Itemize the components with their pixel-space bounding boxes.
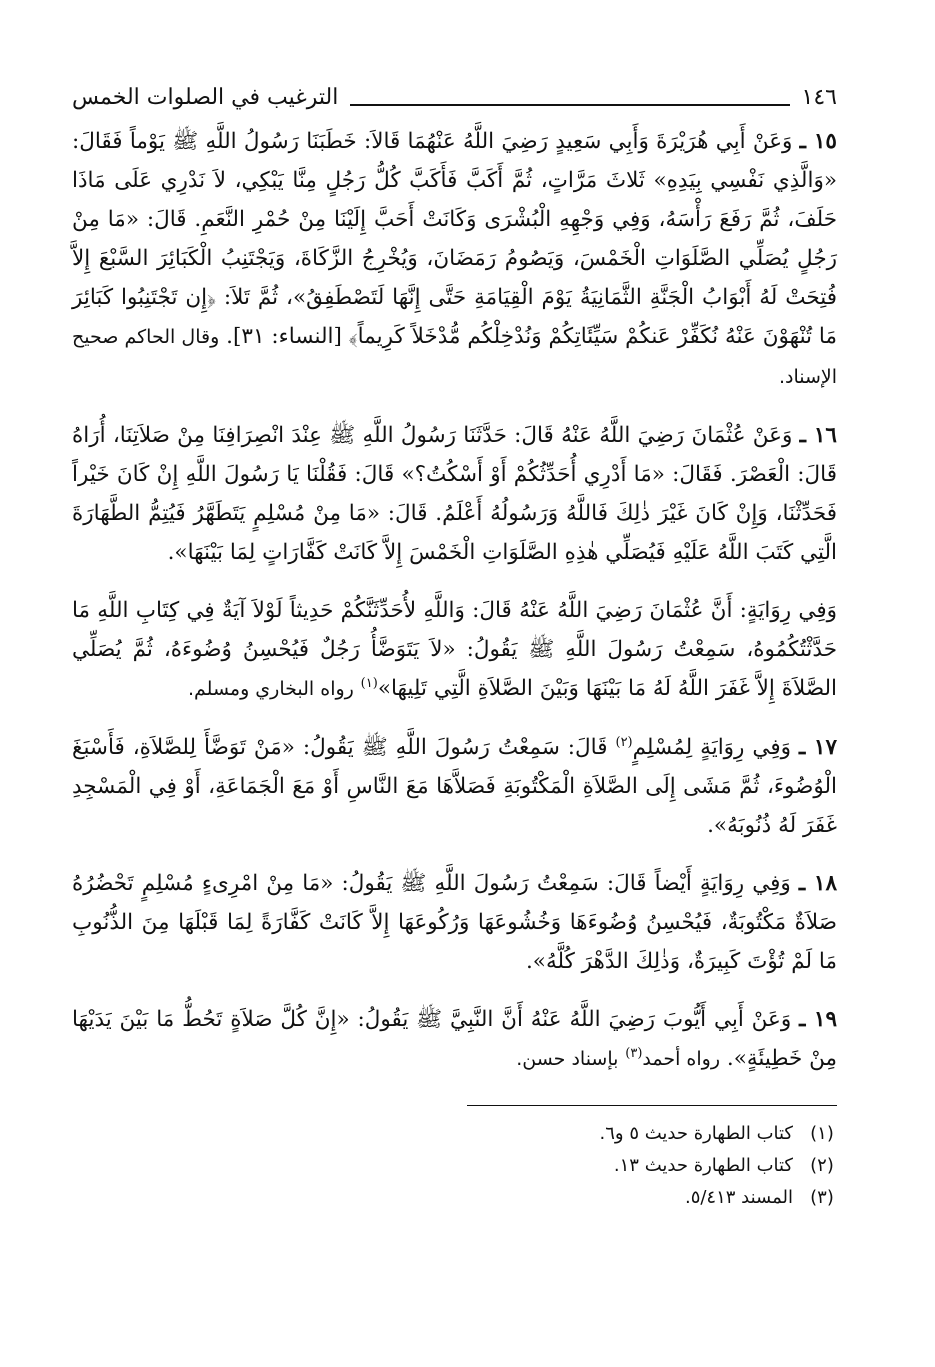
hadith-text-intro: وَفِي رِوَايَةٍ لِمُسْلِمٍ bbox=[632, 735, 791, 760]
running-title: الترغيب في الصلوات الخمس bbox=[72, 85, 339, 110]
footnote-1 bbox=[72, 1118, 837, 1150]
page-header bbox=[72, 82, 837, 112]
hadith-16 bbox=[72, 416, 837, 572]
hadith-number: ١٥ ـ bbox=[799, 129, 837, 154]
footnote-marker[interactable]: (٣) bbox=[625, 1045, 643, 1061]
hadith-text: وَعَنْ أَبِي هُرَيْرَةَ وَأَبِي سَعِيدٍ رَضِيَ اللَّهُ عَنْهُمَا قَالاَ: خَطَبَنَا رَسُولُ اللَّهِ ﷺ يَوْماً فَقَالَ: «وَالَّذِي نَفْسِي بِيَدِهِ» ثَلاثَ مَرَّاتٍ، ثُمَّ أَكَبَّ فَأَكَبَّ كُلُّ رَجُلٍ مِنَّا يَبْكِي، لاَ نَدْرِي عَلَى مَاذَا حَلَفَ، ثُمَّ رَفَعَ رَأْسَهُ، وَفِي وَجْهِهِ الْبُشْرَى وَكَانَتْ أَحَبَّ إِلَيْنَا مِنْ حُمْرِ النَّعَمِ. قَالَ: «مَا مِنْ رَجُلٍ يُصَلِّي الصَّلَوَاتِ الْخَمْسَ، وَيَصُومُ رَمَضَانَ، وَيُخْرِجُ الزَّكَاةَ، وَيَجْتَنِبُ الْكَبَائِرَ السَّبْعَ إِلاَّ فُتِحَتْ لَهُ أَبْوَابُ الْجَنَّةِ الثَّمَانِيَةُ يَوْمَ الْقِيَامَةِ حَتَّى إِنَّهَا لَتَصْطَفِقُ»، ثُمَّ تَلاَ: ﴿إِن تَجْتَنِبُوا كَبَائِرَ مَا تُنْهَوْنَ عَنْهُ نُكَفِّرْ عَنكُمْ سَيِّئَاتِكُمْ وَنُدْخِلْكُم مُّدْخَلاً كَرِيماً﴾ [النساء: ٣١]. bbox=[72, 129, 837, 349]
footnote-marker[interactable]: (١) bbox=[360, 675, 378, 691]
hadith-number: ١٧ ـ bbox=[798, 735, 837, 760]
hadith-text: وَعَنْ عُثْمَانَ رَضِيَ اللَّهُ عَنْهُ قَالَ: حَدَّثَنَا رَسُولُ اللَّهِ ﷺ عِنْدَ انْصِرَافِنَا مِنْ صَلاَتِنَا، أُرَاهُ قَالَ: الْعَصْرَ. فَقَالَ: «مَا أَدْرِي أُحَدِّثُكُمْ أَوْ أَسْكُتُ؟» قَالَ: فَقُلْنَا يَا رَسُولَ اللَّهِ إِنْ كَانَ خَيْراً فَحَدِّثْنَا، وَإِنْ كَانَ غَيْرَ ذٰلِكَ فَاللَّهُ وَرَسُولُهُ أَعْلَمُ. قَالَ: «مَا مِنْ مُسْلِمٍ يَتَطَهَّرُ فَيُتِمُّ الطَّهَارَةَ الَّتِي كَتَبَ اللَّهُ عَلَيْهِ فَيُصَلِّي هٰذِهِ الصَّلَوَاتِ الْخَمْسَ إِلاَّ كَانَتْ كَفَّارَاتٍ لِمَا بَيْنَهَا». bbox=[72, 423, 837, 565]
footnote-number: (١) bbox=[810, 1123, 834, 1144]
hadith-number: ١٨ ـ bbox=[798, 871, 837, 896]
hadith-16-variant bbox=[72, 591, 837, 709]
footnote-text: كتاب الطهارة حديث ١٣. bbox=[613, 1155, 793, 1176]
hadith-text: قَالَ: سَمِعْتُ رَسُولَ اللَّهِ ﷺ يَقُولُ: «مَنْ تَوَضَّأَ لِلصَّلاَةِ، فَأَسْبَغَ الْوُضُوءَ، ثُمَّ مَشَى إِلَى الصَّلاَةِ الْمَكْتُوبَةِ فَصَلاَّهَا مَعَ النَّاسِ أَوْ مَعَ الْجَمَاعَةِ، أَوْ فِي الْمَسْجِدِ غَفَرَ لَهُ ذُنُوبَهُ». bbox=[72, 735, 837, 838]
footnotes bbox=[72, 1118, 837, 1214]
page bbox=[72, 82, 837, 1214]
footnote-divider bbox=[467, 1105, 837, 1106]
hadith-number: ١٦ ـ bbox=[799, 423, 837, 448]
footnote-marker[interactable]: (٢) bbox=[615, 734, 633, 750]
footnote-3 bbox=[72, 1182, 837, 1214]
hadith-19 bbox=[72, 1000, 837, 1079]
hadith-text: وَفِي رِوَايَةٍ: أَنَّ عُثْمَانَ رَضِيَ اللَّهُ عَنْهُ قَالَ: وَاللَّهِ لأُحَدِّثَنَّكُمْ حَدِيثاً لَوْلاَ آيَةٌ فِي كِتَابِ اللَّهِ مَا حَدَّثْتُكُمُوهُ، سَمِعْتُ رَسُولَ اللَّهِ ﷺ يَقُولُ: «لاَ يَتَوَضَّأُ رَجُلٌ فَيُحْسِنُ وُضُوءَهُ، ثُمَّ يُصَلِّي الصَّلاَةَ إِلاَّ غَفَرَ اللَّهُ لَهُ مَا بَيْنَهَا وَبَيْنَ الصَّلاَةِ الَّتِي تَلِيهَا» bbox=[72, 598, 837, 701]
footnote-2 bbox=[72, 1150, 837, 1182]
hadith-text: وَعَنْ أَبِي أَيُّوبَ رَضِيَ اللَّهُ عَنْهُ أَنَّ النَّبِيَّ ﷺ يَقُولُ: «إِنَّ كُلَّ صَلاَةٍ تَحُطُّ مَا بَيْنَ يَدَيْهَا مِنْ خَطِيئَةٍ». bbox=[72, 1007, 837, 1071]
header-rule bbox=[350, 104, 789, 106]
hadith-17 bbox=[72, 728, 837, 845]
page-number: ١٤٦ bbox=[801, 85, 837, 110]
footnote-number: (٢) bbox=[810, 1155, 834, 1176]
hadith-source-intro: رواه أحمد bbox=[642, 1048, 721, 1070]
hadith-source: وقال الحاكم صحيح الإسناد. bbox=[72, 326, 837, 388]
hadith-number: ١٩ ـ bbox=[799, 1007, 837, 1032]
hadith-18 bbox=[72, 864, 837, 981]
footnote-number: (٣) bbox=[810, 1187, 834, 1208]
hadith-text: وَفِي رِوَايَةٍ أَيْضاً قَالَ: سَمِعْتُ رَسُولَ اللَّهِ ﷺ يَقُولُ: «مَا مِنْ امْرِىءٍ مُسْلِمٍ تَحْضُرُهُ صَلاَةٌ مَكْتُوبَةٌ، فَيُحْسِنُ وُضُوءَهَا وَخُشُوعَهَا وَرُكُوعَهَا إِلاَّ كَانَتْ كَفَّارَةً لِمَا قَبْلَهَا مِنَ الذُّنُوبِ مَا لَمْ تُؤْتَ كَبِيرَةٌ، وَذٰلِكَ الدَّهْرَ كُلَّهُ». bbox=[72, 871, 837, 974]
hadith-15 bbox=[72, 122, 837, 397]
footnote-text: المسند ٥/٤١٣. bbox=[684, 1187, 793, 1208]
hadith-source: رواه البخاري ومسلم. bbox=[187, 678, 354, 700]
hadith-source: بإسناد حسن. bbox=[516, 1048, 619, 1070]
footnote-text: كتاب الطهارة حديث ٥ و٦. bbox=[599, 1123, 793, 1144]
page-body bbox=[72, 122, 837, 1079]
